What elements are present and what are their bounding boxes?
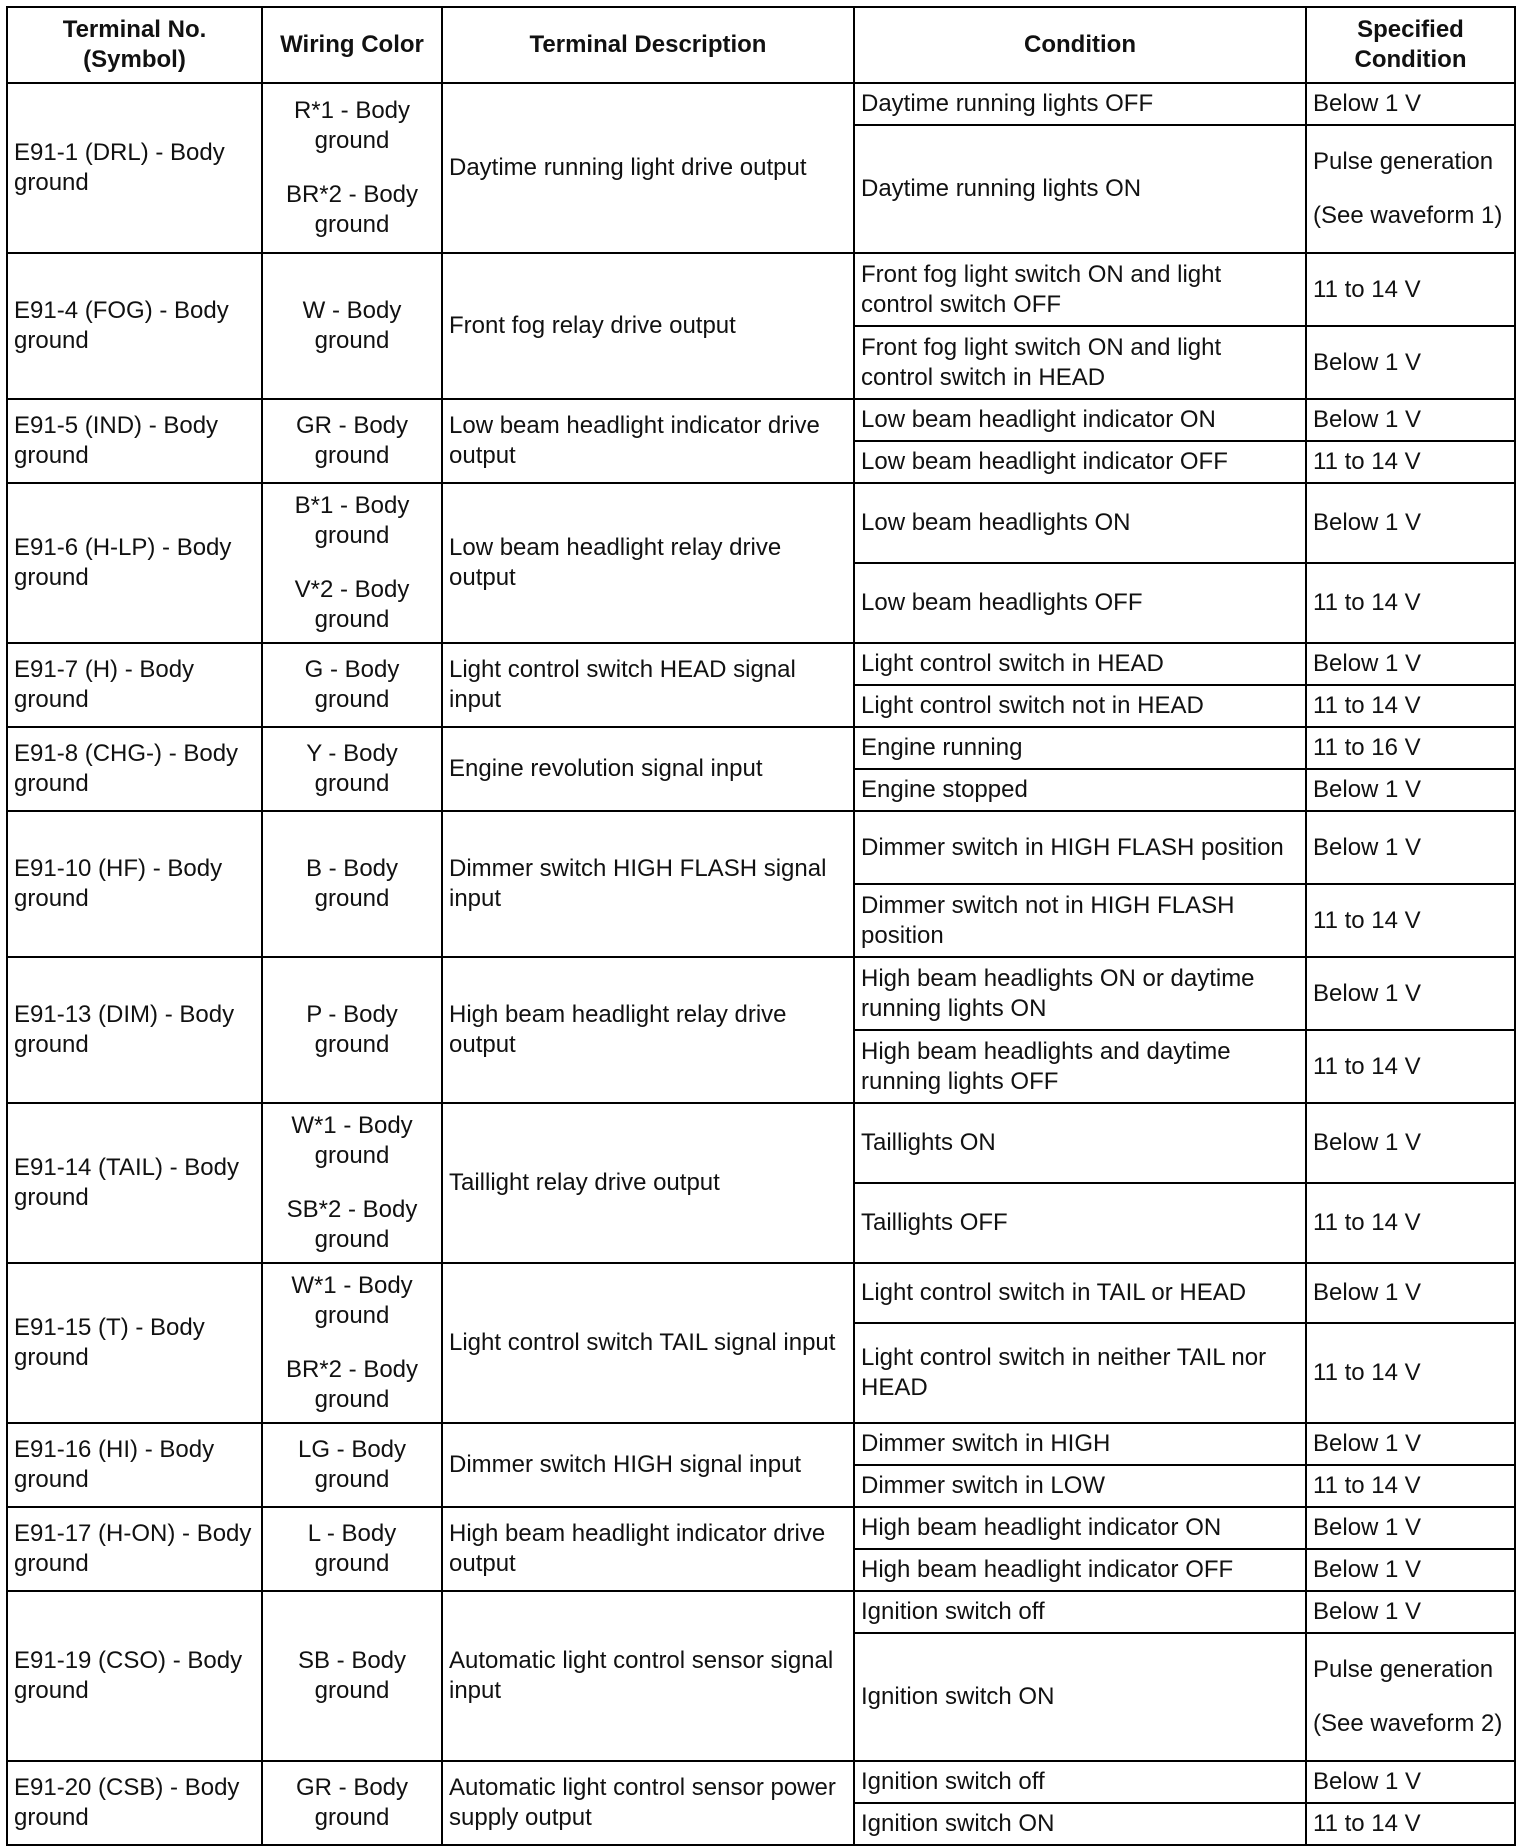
wiring-color: P - Body ground [306,1001,398,1058]
header-terminal: Terminal No. (Symbol) [7,7,262,83]
table-row [7,811,1515,884]
specified-value: Below 1 V [1313,979,1422,1007]
table-row [7,957,1515,1030]
terminal-cell: E91-20 (CSB) - Body ground [7,1761,262,1845]
wiring-color: L - Body ground [307,1520,397,1577]
specified-cell [1306,1507,1515,1549]
specified-cell [1306,1323,1515,1423]
description-cell: Engine revolution signal input [442,727,854,811]
table-row [7,1103,1515,1183]
header-row [7,7,1515,83]
specified-cell [1306,1803,1515,1845]
specified-value: 11 to 14 V [1313,906,1421,934]
condition-cell: Front fog light switch ON and light control switch in HEAD [854,326,1306,399]
specified-cell [1306,769,1515,811]
header-wiring: Wiring Color [262,7,442,83]
specified-cell [1306,957,1515,1030]
condition-cell: High beam headlight indicator ON [854,1507,1306,1549]
specified-value: Below 1 V [1313,1556,1422,1583]
condition-cell: Dimmer switch in LOW [854,1465,1306,1507]
table-row [7,643,1515,685]
specified-value: (See waveform 2) [1313,1710,1503,1737]
wiring-cell [262,1423,442,1507]
description-cell: High beam headlight indicator drive output [442,1507,854,1591]
wiring-cell [262,1591,442,1761]
specified-value: Below 1 V [1313,509,1422,536]
wiring-cell [262,811,442,957]
condition-cell: Ignition switch ON [854,1803,1306,1845]
condition-cell: Engine stopped [854,769,1306,811]
table-row [7,1507,1515,1549]
specified-cell [1306,399,1515,441]
specified-cell [1306,1423,1515,1465]
specified-value: 11 to 14 V [1313,589,1421,616]
specified-value: (See waveform 1) [1313,202,1503,229]
wiring-cell [262,83,442,253]
header-condition: Condition [854,7,1306,83]
specified-cell [1306,1591,1515,1633]
specified-cell [1306,727,1515,769]
condition-cell: Dimmer switch not in HIGH FLASH position [854,884,1306,957]
specified-cell [1306,1761,1515,1803]
wiring-color: B - Body ground [305,855,399,912]
specified-value: 11 to 16 V [1313,734,1421,761]
terminal-cell: E91-14 (TAIL) - Body ground [7,1103,262,1263]
specified-value: Below 1 V [1313,348,1422,376]
table-row [7,483,1515,563]
wiring-color: R*1 - Body ground [293,97,411,154]
specified-value: Below 1 V [1313,1598,1422,1625]
specified-cell [1306,125,1515,253]
description-cell: Low beam headlight relay drive output [442,483,854,643]
condition-cell: Low beam headlights ON [854,483,1306,563]
terminal-cell: E91-15 (T) - Body ground [7,1263,262,1423]
header-description: Terminal Description [442,7,854,83]
specified-cell [1306,83,1515,125]
wiring-color: SB - Body ground [297,1647,407,1704]
table-row [7,1591,1515,1633]
terminal-table [6,6,1516,1846]
terminal-cell: E91-19 (CSO) - Body ground [7,1591,262,1761]
description-cell: Automatic light control sensor power supply output [442,1761,854,1845]
condition-cell: Light control switch not in HEAD [854,685,1306,727]
wiring-cell [262,1507,442,1591]
wiring-color: LG - Body ground [297,1436,407,1493]
specified-cell [1306,1103,1515,1183]
terminal-cell: E91-5 (IND) - Body ground [7,399,262,483]
condition-cell: Taillights ON [854,1103,1306,1183]
description-cell: Front fog relay drive output [442,253,854,399]
condition-cell: Taillights OFF [854,1183,1306,1263]
wiring-cell [262,1761,442,1845]
condition-cell: Light control switch in TAIL or HEAD [854,1263,1306,1323]
specified-value: 11 to 14 V [1313,1052,1421,1080]
table-row [7,1423,1515,1465]
specified-cell [1306,1030,1515,1103]
description-cell: Dimmer switch HIGH signal input [442,1423,854,1507]
wiring-color: V*2 - Body ground [294,576,410,633]
specified-value: 11 to 14 V [1313,275,1421,303]
specified-value: 11 to 14 V [1313,448,1421,475]
table-row [7,1761,1515,1803]
table-row [7,399,1515,441]
specified-cell [1306,253,1515,326]
specified-cell [1306,884,1515,957]
description-cell: Light control switch TAIL signal input [442,1263,854,1423]
condition-cell: Daytime running lights ON [854,125,1306,253]
wiring-cell [262,1263,442,1423]
condition-cell: Front fog light switch ON and light control switch OFF [854,253,1306,326]
specified-value: 11 to 14 V [1313,1209,1421,1236]
condition-cell: Dimmer switch in HIGH FLASH position [854,811,1306,884]
specified-value: Below 1 V [1313,1768,1422,1795]
terminal-cell: E91-13 (DIM) - Body ground [7,957,262,1103]
wiring-color: GR - Body ground [295,412,409,469]
specified-cell [1306,685,1515,727]
description-cell: Taillight relay drive output [442,1103,854,1263]
terminal-cell: E91-8 (CHG-) - Body ground [7,727,262,811]
wiring-color: BR*2 - Body ground [285,181,419,238]
wiring-cell [262,643,442,727]
specified-value: Below 1 V [1313,650,1422,677]
specified-cell [1306,326,1515,399]
wiring-cell [262,253,442,399]
wiring-color: W - Body ground [302,297,402,354]
description-cell: Automatic light control sensor signal input [442,1591,854,1761]
condition-cell: Light control switch in neither TAIL nor HEAD [854,1323,1306,1423]
specified-value: Pulse generation [1313,148,1494,175]
condition-cell: Engine running [854,727,1306,769]
description-cell: Light control switch HEAD signal input [442,643,854,727]
condition-cell: High beam headlights and daytime running lights OFF [854,1030,1306,1103]
specified-value: 11 to 14 V [1313,1472,1421,1499]
condition-cell: Low beam headlight indicator ON [854,399,1306,441]
table-body [7,83,1515,1845]
table-row [7,253,1515,326]
specified-value: 11 to 14 V [1313,1810,1421,1837]
specified-cell [1306,1549,1515,1591]
wiring-color: BR*2 - Body ground [285,1356,419,1413]
terminal-cell: E91-7 (H) - Body ground [7,643,262,727]
wiring-color: G - Body ground [304,656,400,713]
specified-cell [1306,441,1515,483]
specified-value: 11 to 14 V [1313,1359,1421,1386]
condition-cell: Dimmer switch in HIGH [854,1423,1306,1465]
specified-value: 11 to 14 V [1313,692,1421,719]
specified-value: Below 1 V [1313,776,1422,803]
terminal-cell: E91-1 (DRL) - Body ground [7,83,262,253]
specified-value: Below 1 V [1313,90,1422,117]
specified-cell [1306,1263,1515,1323]
specified-value: Pulse generation [1313,1656,1494,1683]
wiring-cell [262,483,442,643]
wiring-color: W*1 - Body ground [291,1272,413,1329]
terminal-cell: E91-10 (HF) - Body ground [7,811,262,957]
wiring-color: GR - Body ground [295,1774,409,1831]
condition-cell: Daytime running lights OFF [854,83,1306,125]
specified-cell [1306,643,1515,685]
terminal-cell: E91-16 (HI) - Body ground [7,1423,262,1507]
specified-value: Below 1 V [1313,1129,1422,1156]
specified-cell [1306,811,1515,884]
specified-value: Below 1 V [1313,406,1422,433]
condition-cell: Ignition switch off [854,1591,1306,1633]
wiring-color: W*1 - Body ground [291,1112,413,1169]
specified-cell [1306,483,1515,563]
specified-value: Below 1 V [1313,1279,1422,1306]
wiring-color: B*1 - Body ground [294,492,410,549]
wiring-cell [262,957,442,1103]
table-row [7,83,1515,125]
condition-cell: Ignition switch off [854,1761,1306,1803]
condition-cell: Low beam headlights OFF [854,563,1306,643]
table-row [7,727,1515,769]
specified-cell [1306,1465,1515,1507]
description-cell: Daytime running light drive output [442,83,854,253]
specified-value: Below 1 V [1313,1514,1422,1541]
description-cell: Dimmer switch HIGH FLASH signal input [442,811,854,957]
specified-value: Below 1 V [1313,1430,1422,1457]
specified-cell [1306,563,1515,643]
wiring-cell [262,1103,442,1263]
condition-cell: Light control switch in HEAD [854,643,1306,685]
terminal-cell: E91-4 (FOG) - Body ground [7,253,262,399]
terminal-cell: E91-17 (H-ON) - Body ground [7,1507,262,1591]
description-cell: High beam headlight relay drive output [442,957,854,1103]
condition-cell: Ignition switch ON [854,1633,1306,1761]
condition-cell: High beam headlight indicator OFF [854,1549,1306,1591]
terminal-cell: E91-6 (H-LP) - Body ground [7,483,262,643]
condition-cell: High beam headlights ON or daytime running lights ON [854,957,1306,1030]
table-row [7,1263,1515,1323]
specified-cell [1306,1633,1515,1761]
wiring-cell [262,399,442,483]
condition-cell: Low beam headlight indicator OFF [854,441,1306,483]
description-cell: Low beam headlight indicator drive output [442,399,854,483]
wiring-cell [262,727,442,811]
specified-cell [1306,1183,1515,1263]
wiring-color: SB*2 - Body ground [286,1196,418,1253]
wiring-color: Y - Body ground [306,740,398,797]
header-specified: Specified Condition [1306,7,1515,83]
specified-value: Below 1 V [1313,833,1422,861]
